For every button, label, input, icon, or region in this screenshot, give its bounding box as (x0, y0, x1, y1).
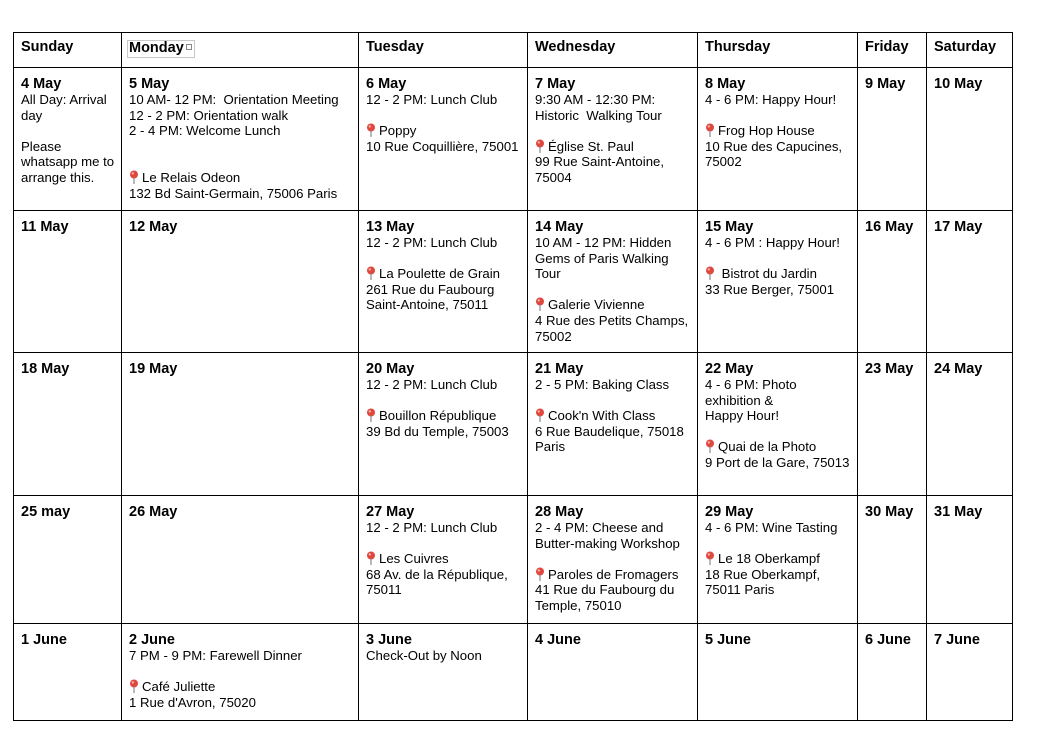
day-cell[interactable] (14, 496, 122, 624)
event-line: 33 Rue Berger, 75001 (705, 281, 835, 297)
day-cell[interactable] (858, 211, 927, 353)
round-pushpin-icon (366, 266, 376, 280)
day-cell[interactable] (14, 353, 122, 496)
location-line (535, 139, 691, 155)
day-date: 23 May (865, 361, 914, 377)
event-line: 10 Rue des Capucines, 75002 (705, 138, 846, 170)
event-line: 4 - 6 PM : Happy Hour! (705, 235, 840, 250)
day-cell[interactable] (858, 496, 927, 624)
blank-line (705, 108, 851, 124)
day-cell[interactable] (927, 68, 1013, 211)
location-name: La Poulette de Grain (379, 266, 500, 282)
header-row (14, 33, 1013, 68)
day-cell[interactable] (359, 68, 528, 211)
day-cell[interactable] (359, 624, 528, 721)
header-friday[interactable]: Friday (858, 33, 927, 68)
selected-cell-text[interactable] (127, 40, 195, 58)
header-tuesday[interactable]: Tuesday (359, 33, 528, 68)
blank-line (366, 251, 521, 267)
location-line (129, 170, 352, 186)
day-cell[interactable] (359, 211, 528, 353)
event-line: 2 - 5 PM: Baking Class (535, 377, 670, 392)
event-line: All Day: Arrival day (21, 92, 111, 123)
event-line: 99 Rue Saint-Antoine, 75004 (535, 154, 668, 185)
day-cell[interactable] (14, 624, 122, 721)
header-monday[interactable] (122, 33, 359, 68)
header-saturday[interactable]: Saturday (927, 33, 1013, 68)
event-line: 1 Rue d'Avron, 75020 (129, 694, 256, 710)
day-cell[interactable] (927, 211, 1013, 353)
event-line: 12 - 2 PM: Lunch Club (366, 92, 498, 107)
day-cell[interactable] (528, 624, 698, 721)
blank-line (705, 536, 851, 552)
day-cell[interactable] (122, 496, 359, 624)
day-date: 3 June (366, 632, 412, 648)
day-cell[interactable] (122, 353, 359, 496)
location-name: Poppy (379, 123, 417, 139)
location-name: Cook'n With Class (548, 408, 656, 424)
event-line: 9 Port de la Gare, 75013 (705, 454, 850, 470)
day-date: 5 June (705, 632, 751, 648)
event-line: 12 - 2 PM: Lunch Club (366, 235, 498, 250)
event-line: Please whatsapp me to arrange this. (21, 138, 118, 185)
day-date: 19 May (129, 361, 178, 377)
event-line: 7 PM - 9 PM: Farewell Dinner (129, 648, 302, 663)
location-name: Les Cuivres (379, 551, 449, 567)
event-line: 4 - 6 PM: Wine Tasting (705, 520, 838, 535)
blank-line (129, 664, 352, 680)
day-cell[interactable] (14, 211, 122, 353)
week-row (14, 353, 1013, 496)
event-line: 261 Rue du Faubourg Saint-Antoine, 75011 (366, 281, 498, 313)
blank-line (535, 551, 691, 567)
location-name: Paroles de Fromagers (548, 566, 679, 582)
day-date: 31 May (934, 504, 983, 520)
event-line: 12 - 2 PM: Lunch Club (366, 377, 498, 392)
day-date: 10 May (934, 76, 983, 92)
day-date: 8 May (705, 76, 746, 92)
location-line (366, 551, 521, 567)
day-cell[interactable] (528, 496, 698, 624)
round-pushpin-icon (535, 567, 545, 581)
blank-line (21, 123, 115, 139)
day-cell[interactable] (698, 496, 858, 624)
round-pushpin-icon (366, 408, 376, 422)
day-date: 30 May (865, 504, 914, 520)
day-date: 24 May (934, 361, 983, 377)
day-cell[interactable] (698, 211, 858, 353)
day-date: 22 May (705, 361, 754, 377)
event-line: 18 Rue Oberkampf, 75011 Paris (705, 566, 824, 598)
week-row (14, 496, 1013, 624)
day-date: 6 May (366, 76, 407, 92)
day-cell[interactable] (359, 496, 528, 624)
location-line (129, 679, 352, 695)
day-date: 25 may (21, 504, 71, 520)
location-name: Bouillon République (379, 408, 497, 424)
event-line: 9:30 AM - 12:30 PM: Historic Walking Tour (535, 92, 662, 123)
event-line: 10 Rue Coquillière, 75001 (366, 138, 519, 154)
event-line: 41 Rue du Faubourg du Temple, 75010 (535, 582, 678, 613)
event-line: 10 AM - 12 PM: Hidden Gems of Paris Walking Tour (535, 235, 676, 282)
blank-line (535, 282, 691, 298)
day-date: 26 May (129, 504, 178, 520)
day-cell[interactable] (927, 624, 1013, 721)
location-name: Le Relais Odeon (142, 169, 241, 185)
event-line: 39 Bd du Temple, 75003 (366, 423, 509, 439)
round-pushpin-icon (535, 139, 545, 153)
day-date: 9 May (865, 76, 906, 92)
event-line: 68 Av. de la République, 75011 (366, 566, 512, 598)
day-date: 11 May (21, 219, 69, 235)
header-thursday[interactable]: Thursday (698, 33, 858, 68)
blank-line (366, 108, 521, 124)
day-date: 14 May (535, 219, 584, 235)
location-line (705, 123, 851, 139)
event-line: Happy Hour! (705, 408, 780, 424)
event-line: 6 Rue Baudelique, 75018 Paris (535, 423, 688, 455)
location-line (535, 567, 691, 583)
event-line: Check-Out by Noon (366, 648, 482, 663)
location-name: Café Juliette (142, 679, 216, 695)
location-line (705, 551, 851, 567)
round-pushpin-icon (705, 266, 715, 280)
event-line: 132 Bd Saint-Germain, 75006 Paris (129, 185, 338, 201)
day-cell[interactable] (698, 68, 858, 211)
event-line: 2 - 4 PM: Welcome Lunch (129, 123, 281, 139)
day-date: 5 May (129, 76, 170, 92)
day-date: 1 June (21, 632, 67, 648)
day-cell[interactable] (122, 211, 359, 353)
calendar-body (14, 68, 1013, 721)
blank-line (366, 393, 521, 409)
location-line (535, 408, 691, 424)
event-line: 12 - 2 PM: Lunch Club (366, 520, 498, 535)
round-pushpin-icon (705, 551, 715, 565)
day-date: 28 May (535, 504, 584, 520)
round-pushpin-icon (129, 170, 139, 184)
round-pushpin-icon (705, 439, 715, 453)
location-line (366, 408, 521, 424)
day-cell[interactable] (927, 353, 1013, 496)
location-line (705, 439, 851, 455)
day-date: 7 June (934, 632, 980, 648)
event-line: 4 Rue des Petits Champs, 75002 (535, 312, 692, 344)
day-cell[interactable] (14, 68, 122, 211)
day-cell[interactable] (858, 68, 927, 211)
day-cell[interactable] (122, 624, 359, 721)
location-line (705, 266, 851, 282)
day-date: 15 May (705, 219, 754, 235)
day-cell[interactable] (359, 353, 528, 496)
day-date: 20 May (366, 361, 415, 377)
selection-handle-icon[interactable] (186, 44, 192, 50)
day-date: 18 May (21, 361, 70, 377)
round-pushpin-icon (535, 408, 545, 422)
location-name: Le 18 Oberkampf (718, 551, 820, 567)
blank-line (705, 424, 851, 440)
day-cell[interactable] (698, 353, 858, 496)
round-pushpin-icon (535, 297, 545, 311)
week-row (14, 624, 1013, 721)
event-line: 4 - 6 PM: Photo exhibition & (705, 377, 801, 408)
day-date: 17 May (934, 219, 983, 235)
round-pushpin-icon (366, 123, 376, 137)
event-line: 12 - 2 PM: Orientation walk (129, 107, 289, 123)
header-wednesday[interactable]: Wednesday (528, 33, 698, 68)
week-row (14, 211, 1013, 353)
blank-line (705, 251, 851, 267)
header-monday-label: Monday (129, 40, 184, 56)
calendar-table (13, 32, 1013, 721)
day-date: 16 May (865, 219, 914, 235)
location-name: Galerie Vivienne (548, 297, 645, 313)
day-cell[interactable] (858, 624, 927, 721)
day-cell[interactable] (528, 68, 698, 211)
event-line: 4 - 6 PM: Happy Hour! (705, 92, 837, 107)
blank-line (129, 154, 352, 170)
blank-line (535, 393, 691, 409)
round-pushpin-icon (129, 679, 139, 693)
event-line: 10 AM- 12 PM: Orientation Meeting (129, 92, 339, 107)
day-cell[interactable] (858, 353, 927, 496)
round-pushpin-icon (705, 123, 715, 137)
location-line (366, 266, 521, 282)
event-line: 2 - 4 PM: Cheese and Butter-making Workshop (535, 520, 680, 551)
blank-line (366, 536, 521, 552)
day-date: 21 May (535, 361, 584, 377)
day-date: 6 June (865, 632, 911, 648)
location-line (535, 297, 691, 313)
day-date: 12 May (129, 219, 178, 235)
header-sunday[interactable]: Sunday (14, 33, 122, 68)
day-cell[interactable] (528, 211, 698, 353)
blank-line (129, 139, 352, 155)
day-cell[interactable] (698, 624, 858, 721)
day-date: 7 May (535, 76, 576, 92)
round-pushpin-icon (366, 551, 376, 565)
day-cell[interactable] (927, 496, 1013, 624)
location-name: Église St. Paul (548, 138, 634, 154)
blank-line (535, 123, 691, 139)
day-cell[interactable] (122, 68, 359, 211)
day-date: 13 May (366, 219, 415, 235)
day-date: 2 June (129, 632, 175, 648)
location-line (366, 123, 521, 139)
location-name: Quai de la Photo (718, 439, 817, 455)
day-date: 4 June (535, 632, 581, 648)
location-name: Bistrot du Jardin (718, 266, 817, 282)
day-date: 4 May (21, 76, 62, 92)
location-name: Frog Hop House (718, 123, 815, 139)
day-cell[interactable] (528, 353, 698, 496)
day-date: 27 May (366, 504, 415, 520)
day-date: 29 May (705, 504, 754, 520)
week-row (14, 68, 1013, 211)
